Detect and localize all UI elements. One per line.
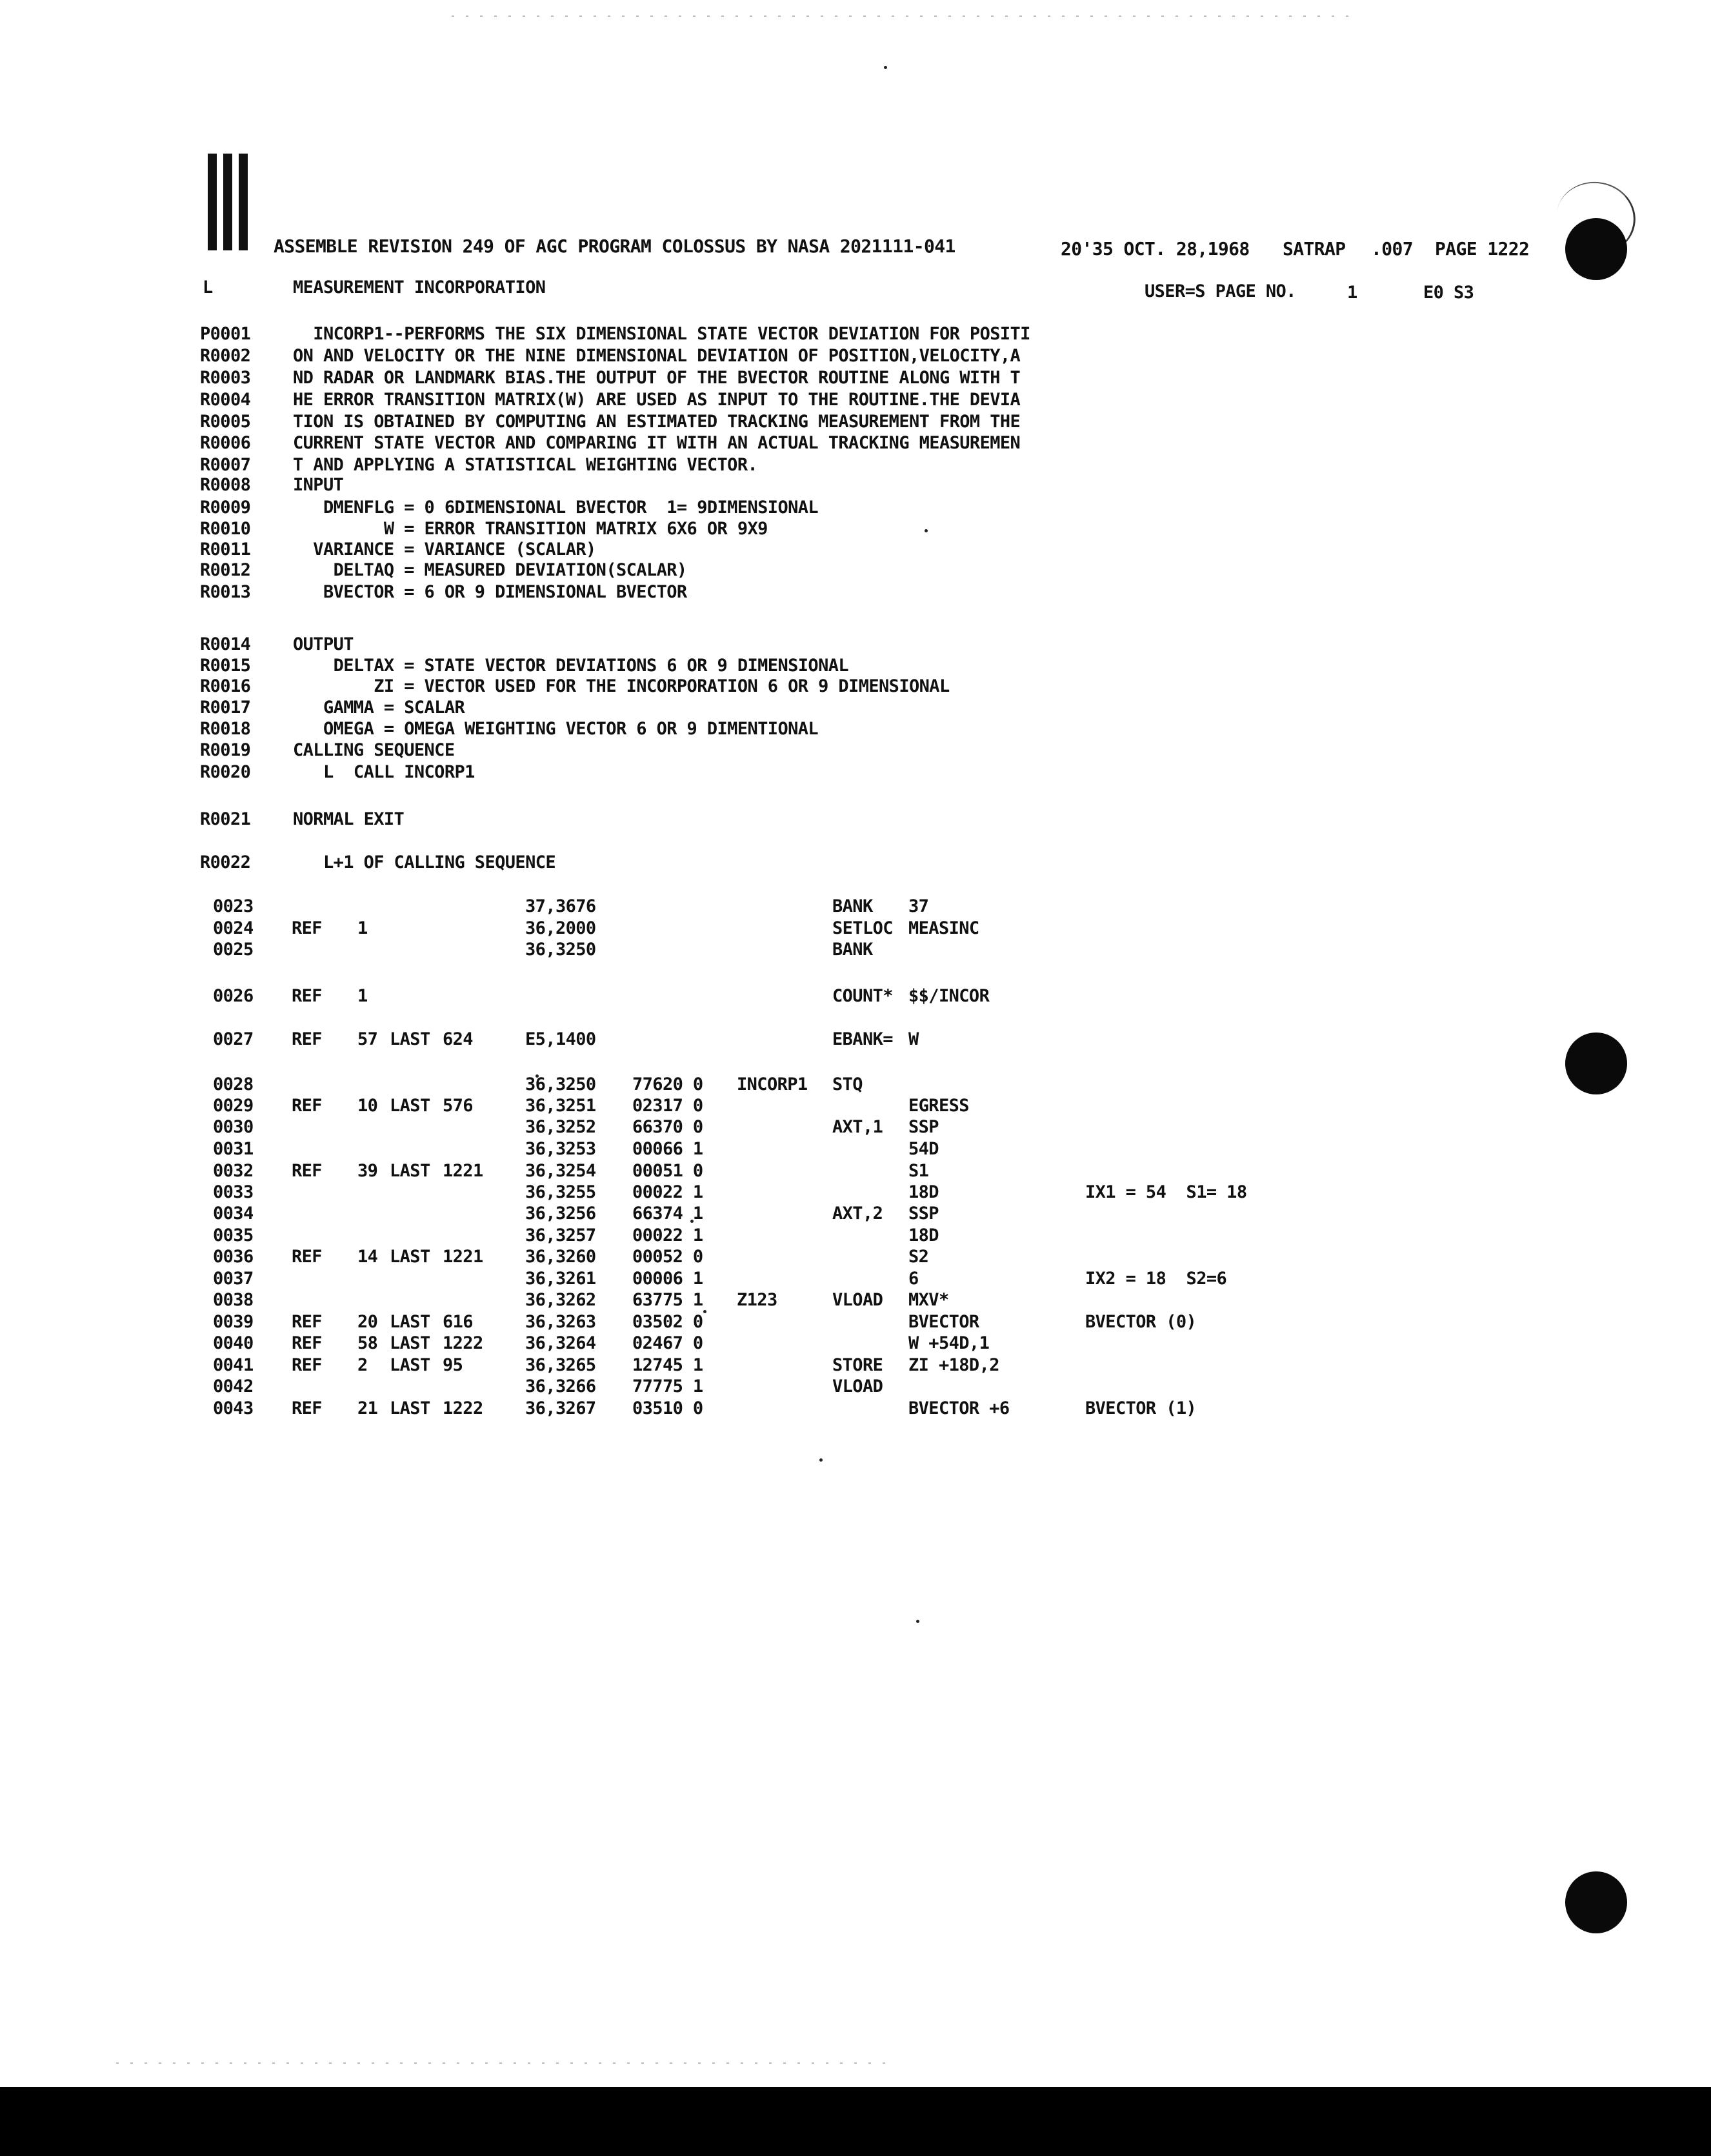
operand: W (908, 1029, 919, 1049)
remark-line-number: R0008 (200, 475, 251, 495)
last-page: 95 (443, 1355, 463, 1375)
last-marker: LAST (390, 1029, 430, 1049)
octal-word: 02467 0 (632, 1333, 703, 1353)
remark-text: L CALL INCORP1 (293, 762, 475, 782)
address: 36,3256 (525, 1204, 596, 1224)
address: 36,3250 (525, 940, 596, 960)
remark-line-number: R0013 (200, 582, 251, 602)
code-line-number: 0040 (213, 1333, 254, 1353)
address: 36,3251 (525, 1096, 596, 1116)
remark-text: ON AND VELOCITY OR THE NINE DIMENSIONAL DEVIATION OF POSITION,VELOCITY,A (293, 346, 1021, 366)
address: 36,3260 (525, 1247, 596, 1267)
operand: S2 (908, 1247, 929, 1267)
remark-text: INPUT (293, 475, 344, 495)
octal-word: 03502 0 (632, 1312, 703, 1332)
code-line-number: 0031 (213, 1139, 254, 1159)
last-page: 1221 (443, 1161, 483, 1181)
operand: BVECTOR +6 (908, 1398, 1010, 1418)
user-page-label: USER=S PAGE NO. (1145, 281, 1296, 301)
address: 36,3250 (525, 1074, 596, 1094)
assembler-code: .007 (1371, 238, 1414, 259)
remark-text: CALLING SEQUENCE (293, 740, 455, 760)
scan-speck (925, 529, 928, 532)
opcode: STQ (832, 1074, 863, 1094)
last-marker: LAST (390, 1161, 430, 1181)
opcode: STORE (832, 1355, 883, 1375)
remark-line-number: R0004 (200, 390, 251, 410)
code-line-number: 0043 (213, 1398, 254, 1418)
address: 36,3266 (525, 1376, 596, 1396)
page-number: PAGE 1222 (1435, 238, 1530, 259)
last-page: 1222 (443, 1333, 483, 1353)
assembler-name: SATRAP (1283, 238, 1346, 259)
remark-text: L+1 OF CALLING SEQUENCE (293, 852, 556, 872)
remark-text: OMEGA = OMEGA WEIGHTING VECTOR 6 OR 9 DIMENTIONAL (293, 719, 819, 739)
section-title: MEASUREMENT INCORPORATION (293, 277, 546, 297)
octal-word: 00051 0 (632, 1161, 703, 1181)
code-line-number: 0042 (213, 1376, 254, 1396)
operand: 18D (908, 1182, 939, 1202)
remark-line-number: P0001 (200, 324, 251, 344)
ref-marker: REF (292, 1333, 322, 1353)
ref-marker: REF (292, 1247, 322, 1267)
remark-line-number: R0014 (200, 634, 251, 654)
remark-line-number: R0012 (200, 560, 251, 580)
opcode: EBANK= (832, 1029, 893, 1049)
remark-text: T AND APPLYING A STATISTICAL WEIGHTING VECTOR. (293, 455, 758, 475)
remark-text: BVECTOR = 6 OR 9 DIMENSIONAL BVECTOR (293, 582, 687, 602)
opcode: AXT,2 (832, 1204, 883, 1224)
last-marker: LAST (390, 1333, 430, 1353)
remark-text: W = ERROR TRANSITION MATRIX 6X6 OR 9X9 (293, 519, 768, 539)
remark-line-number: R0009 (200, 498, 251, 518)
ref-count: 57 (357, 1029, 378, 1049)
last-marker: LAST (390, 1355, 430, 1375)
octal-word: 66370 0 (632, 1117, 703, 1137)
opcode: COUNT* (832, 986, 893, 1006)
operand: EGRESS (908, 1096, 969, 1116)
operand: BVECTOR (908, 1312, 979, 1332)
remark-text: VARIANCE = VARIANCE (SCALAR) (293, 539, 596, 559)
scan-speck (703, 1310, 706, 1313)
code-comment: IX1 = 54 S1= 18 (1085, 1182, 1247, 1202)
code-line-number: 0032 (213, 1161, 254, 1181)
assembly-timestamp: 20'35 OCT. 28,1968 (1061, 238, 1250, 259)
ref-marker: REF (292, 1355, 322, 1375)
operand: SSP (908, 1204, 939, 1224)
ref-marker: REF (292, 1161, 322, 1181)
operand: 6 (908, 1269, 919, 1289)
page-index-mark (208, 154, 253, 250)
ref-marker: REF (292, 1398, 322, 1418)
last-page: 616 (443, 1312, 473, 1332)
operand: 37 (908, 896, 929, 916)
last-page: 576 (443, 1096, 473, 1116)
code-comment: IX2 = 18 S2=6 (1085, 1269, 1227, 1289)
address: E5,1400 (525, 1029, 596, 1049)
opcode: BANK (832, 896, 873, 916)
remark-text: ZI = VECTOR USED FOR THE INCORPORATION 6 OR 9 DIMENSIONAL (293, 676, 950, 696)
code-line-number: 0037 (213, 1269, 254, 1289)
section-marker: L (203, 277, 213, 297)
octal-word: 03510 0 (632, 1398, 703, 1418)
opcode: SETLOC (832, 918, 893, 938)
operand: W +54D,1 (908, 1333, 990, 1353)
code-line-number: 0030 (213, 1117, 254, 1137)
address: 37,3676 (525, 896, 596, 916)
opcode: BANK (832, 940, 873, 960)
opcode: VLOAD (832, 1290, 883, 1310)
code-line-number: 0023 (213, 896, 254, 916)
ref-count: 58 (357, 1333, 378, 1353)
address: 36,3261 (525, 1269, 596, 1289)
remark-text: ND RADAR OR LANDMARK BIAS.THE OUTPUT OF THE BVECTOR ROUTINE ALONG WITH T (293, 368, 1021, 388)
ref-count: 14 (357, 1247, 378, 1267)
octal-word: 12745 1 (632, 1355, 703, 1375)
remark-line-number: R0010 (200, 519, 251, 539)
ref-count: 1 (357, 918, 368, 938)
remark-line-number: R0018 (200, 719, 251, 739)
code-line-number: 0024 (213, 918, 254, 938)
ref-count: 39 (357, 1161, 378, 1181)
address: 36,3263 (525, 1312, 596, 1332)
remark-line-number: R0021 (200, 809, 251, 829)
ref-count: 20 (357, 1312, 378, 1332)
octal-word: 00022 1 (632, 1225, 703, 1245)
last-page: 1221 (443, 1247, 483, 1267)
last-marker: LAST (390, 1398, 430, 1418)
code-line-number: 0041 (213, 1355, 254, 1375)
remark-line-number: R0022 (200, 852, 251, 872)
code-line-number: 0036 (213, 1247, 254, 1267)
address: 36,3264 (525, 1333, 596, 1353)
code-line-number: 0027 (213, 1029, 254, 1049)
remark-text: GAMMA = SCALAR (293, 698, 465, 718)
operand: 54D (908, 1139, 939, 1159)
ref-count: 10 (357, 1096, 378, 1116)
remark-line-number: R0017 (200, 698, 251, 718)
remark-text: INCORP1--PERFORMS THE SIX DIMENSIONAL STATE VECTOR DEVIATION FOR POSITI (293, 324, 1030, 344)
remark-text: CURRENT STATE VECTOR AND COMPARING IT WITH AN ACTUAL TRACKING MEASUREMEN (293, 433, 1021, 453)
remark-text: OUTPUT (293, 634, 354, 654)
user-page-number: 1 (1347, 283, 1357, 303)
octal-word: 63775 1 (632, 1290, 703, 1310)
code-comment: BVECTOR (0) (1085, 1312, 1197, 1332)
listing-title: ASSEMBLE REVISION 249 OF AGC PROGRAM COLOSSUS BY NASA 2021111-041 (274, 236, 956, 257)
opcode: VLOAD (832, 1376, 883, 1396)
punch-hole (1565, 218, 1627, 280)
code-line-number: 0026 (213, 986, 254, 1006)
remark-line-number: R0002 (200, 346, 251, 366)
remark-line-number: R0007 (200, 455, 251, 475)
operand: MEASINC (908, 918, 979, 938)
address: 36,3255 (525, 1182, 596, 1202)
remark-line-number: R0005 (200, 412, 251, 432)
octal-word: 00052 0 (632, 1247, 703, 1267)
code-line-number: 0028 (213, 1074, 254, 1094)
scan-speck (884, 66, 887, 69)
scan-noise (452, 15, 1355, 17)
ref-marker: REF (292, 1096, 322, 1116)
last-marker: LAST (390, 1096, 430, 1116)
remark-text: DMENFLG = 0 6DIMENSIONAL BVECTOR 1= 9DIMENSIONAL (293, 498, 819, 518)
ref-marker: REF (292, 1029, 322, 1049)
code-line-number: 0025 (213, 940, 254, 960)
octal-word: 77775 1 (632, 1376, 703, 1396)
operand: SSP (908, 1117, 939, 1137)
remark-line-number: R0020 (200, 762, 251, 782)
operand: ZI +18D,2 (908, 1355, 999, 1375)
address: 36,3265 (525, 1355, 596, 1375)
ref-marker: REF (292, 918, 322, 938)
code-comment: BVECTOR (1) (1085, 1398, 1197, 1418)
address: 36,3253 (525, 1139, 596, 1159)
remark-line-number: R0016 (200, 676, 251, 696)
operand: 18D (908, 1225, 939, 1245)
scan-noise (116, 2062, 890, 2064)
last-marker: LAST (390, 1247, 430, 1267)
remark-line-number: R0006 (200, 433, 251, 453)
ref-count: 1 (357, 986, 368, 1006)
punch-hole (1565, 1871, 1627, 1933)
ref-count: 2 (357, 1355, 368, 1375)
octal-word: 02317 0 (632, 1096, 703, 1116)
code-label: Z123 (737, 1290, 777, 1310)
code-line-number: 0034 (213, 1204, 254, 1224)
remark-text: DELTAX = STATE VECTOR DEVIATIONS 6 OR 9 DIMENSIONAL (293, 656, 849, 676)
last-marker: LAST (390, 1312, 430, 1332)
remark-text: HE ERROR TRANSITION MATRIX(W) ARE USED AS INPUT TO THE ROUTINE.THE DEVIA (293, 390, 1021, 410)
scan-border (0, 2087, 1711, 2156)
code-line-number: 0038 (213, 1290, 254, 1310)
operand: $$/INCOR (908, 986, 990, 1006)
remark-line-number: R0019 (200, 740, 251, 760)
address: 36,3267 (525, 1398, 596, 1418)
code-line-number: 0039 (213, 1312, 254, 1332)
address: 36,3252 (525, 1117, 596, 1137)
code-line-number: 0029 (213, 1096, 254, 1116)
operand: S1 (908, 1161, 929, 1181)
octal-word: 77620 0 (632, 1074, 703, 1094)
remark-line-number: R0003 (200, 368, 251, 388)
octal-word: 00022 1 (632, 1182, 703, 1202)
ref-count: 21 (357, 1398, 378, 1418)
punch-hole (1565, 1033, 1627, 1094)
remark-text: DELTAQ = MEASURED DEVIATION(SCALAR) (293, 560, 687, 580)
last-page: 1222 (443, 1398, 483, 1418)
remark-line-number: R0015 (200, 656, 251, 676)
ref-marker: REF (292, 1312, 322, 1332)
last-page: 624 (443, 1029, 473, 1049)
address: 36,3262 (525, 1290, 596, 1310)
remark-line-number: R0011 (200, 539, 251, 559)
reference-code: E0 S3 (1423, 283, 1474, 303)
scan-speck (916, 1620, 919, 1623)
ref-marker: REF (292, 986, 322, 1006)
address: 36,3257 (525, 1225, 596, 1245)
address: 36,2000 (525, 918, 596, 938)
octal-word: 66374 1 (632, 1204, 703, 1224)
remark-text: TION IS OBTAINED BY COMPUTING AN ESTIMATED TRACKING MEASUREMENT FROM THE (293, 412, 1021, 432)
scan-speck (819, 1458, 823, 1462)
operand: MXV* (908, 1290, 949, 1310)
code-line-number: 0033 (213, 1182, 254, 1202)
code-line-number: 0035 (213, 1225, 254, 1245)
address: 36,3254 (525, 1161, 596, 1181)
remark-text: NORMAL EXIT (293, 809, 405, 829)
code-label: INCORP1 (737, 1074, 808, 1094)
octal-word: 00006 1 (632, 1269, 703, 1289)
opcode: AXT,1 (832, 1117, 883, 1137)
octal-word: 00066 1 (632, 1139, 703, 1159)
